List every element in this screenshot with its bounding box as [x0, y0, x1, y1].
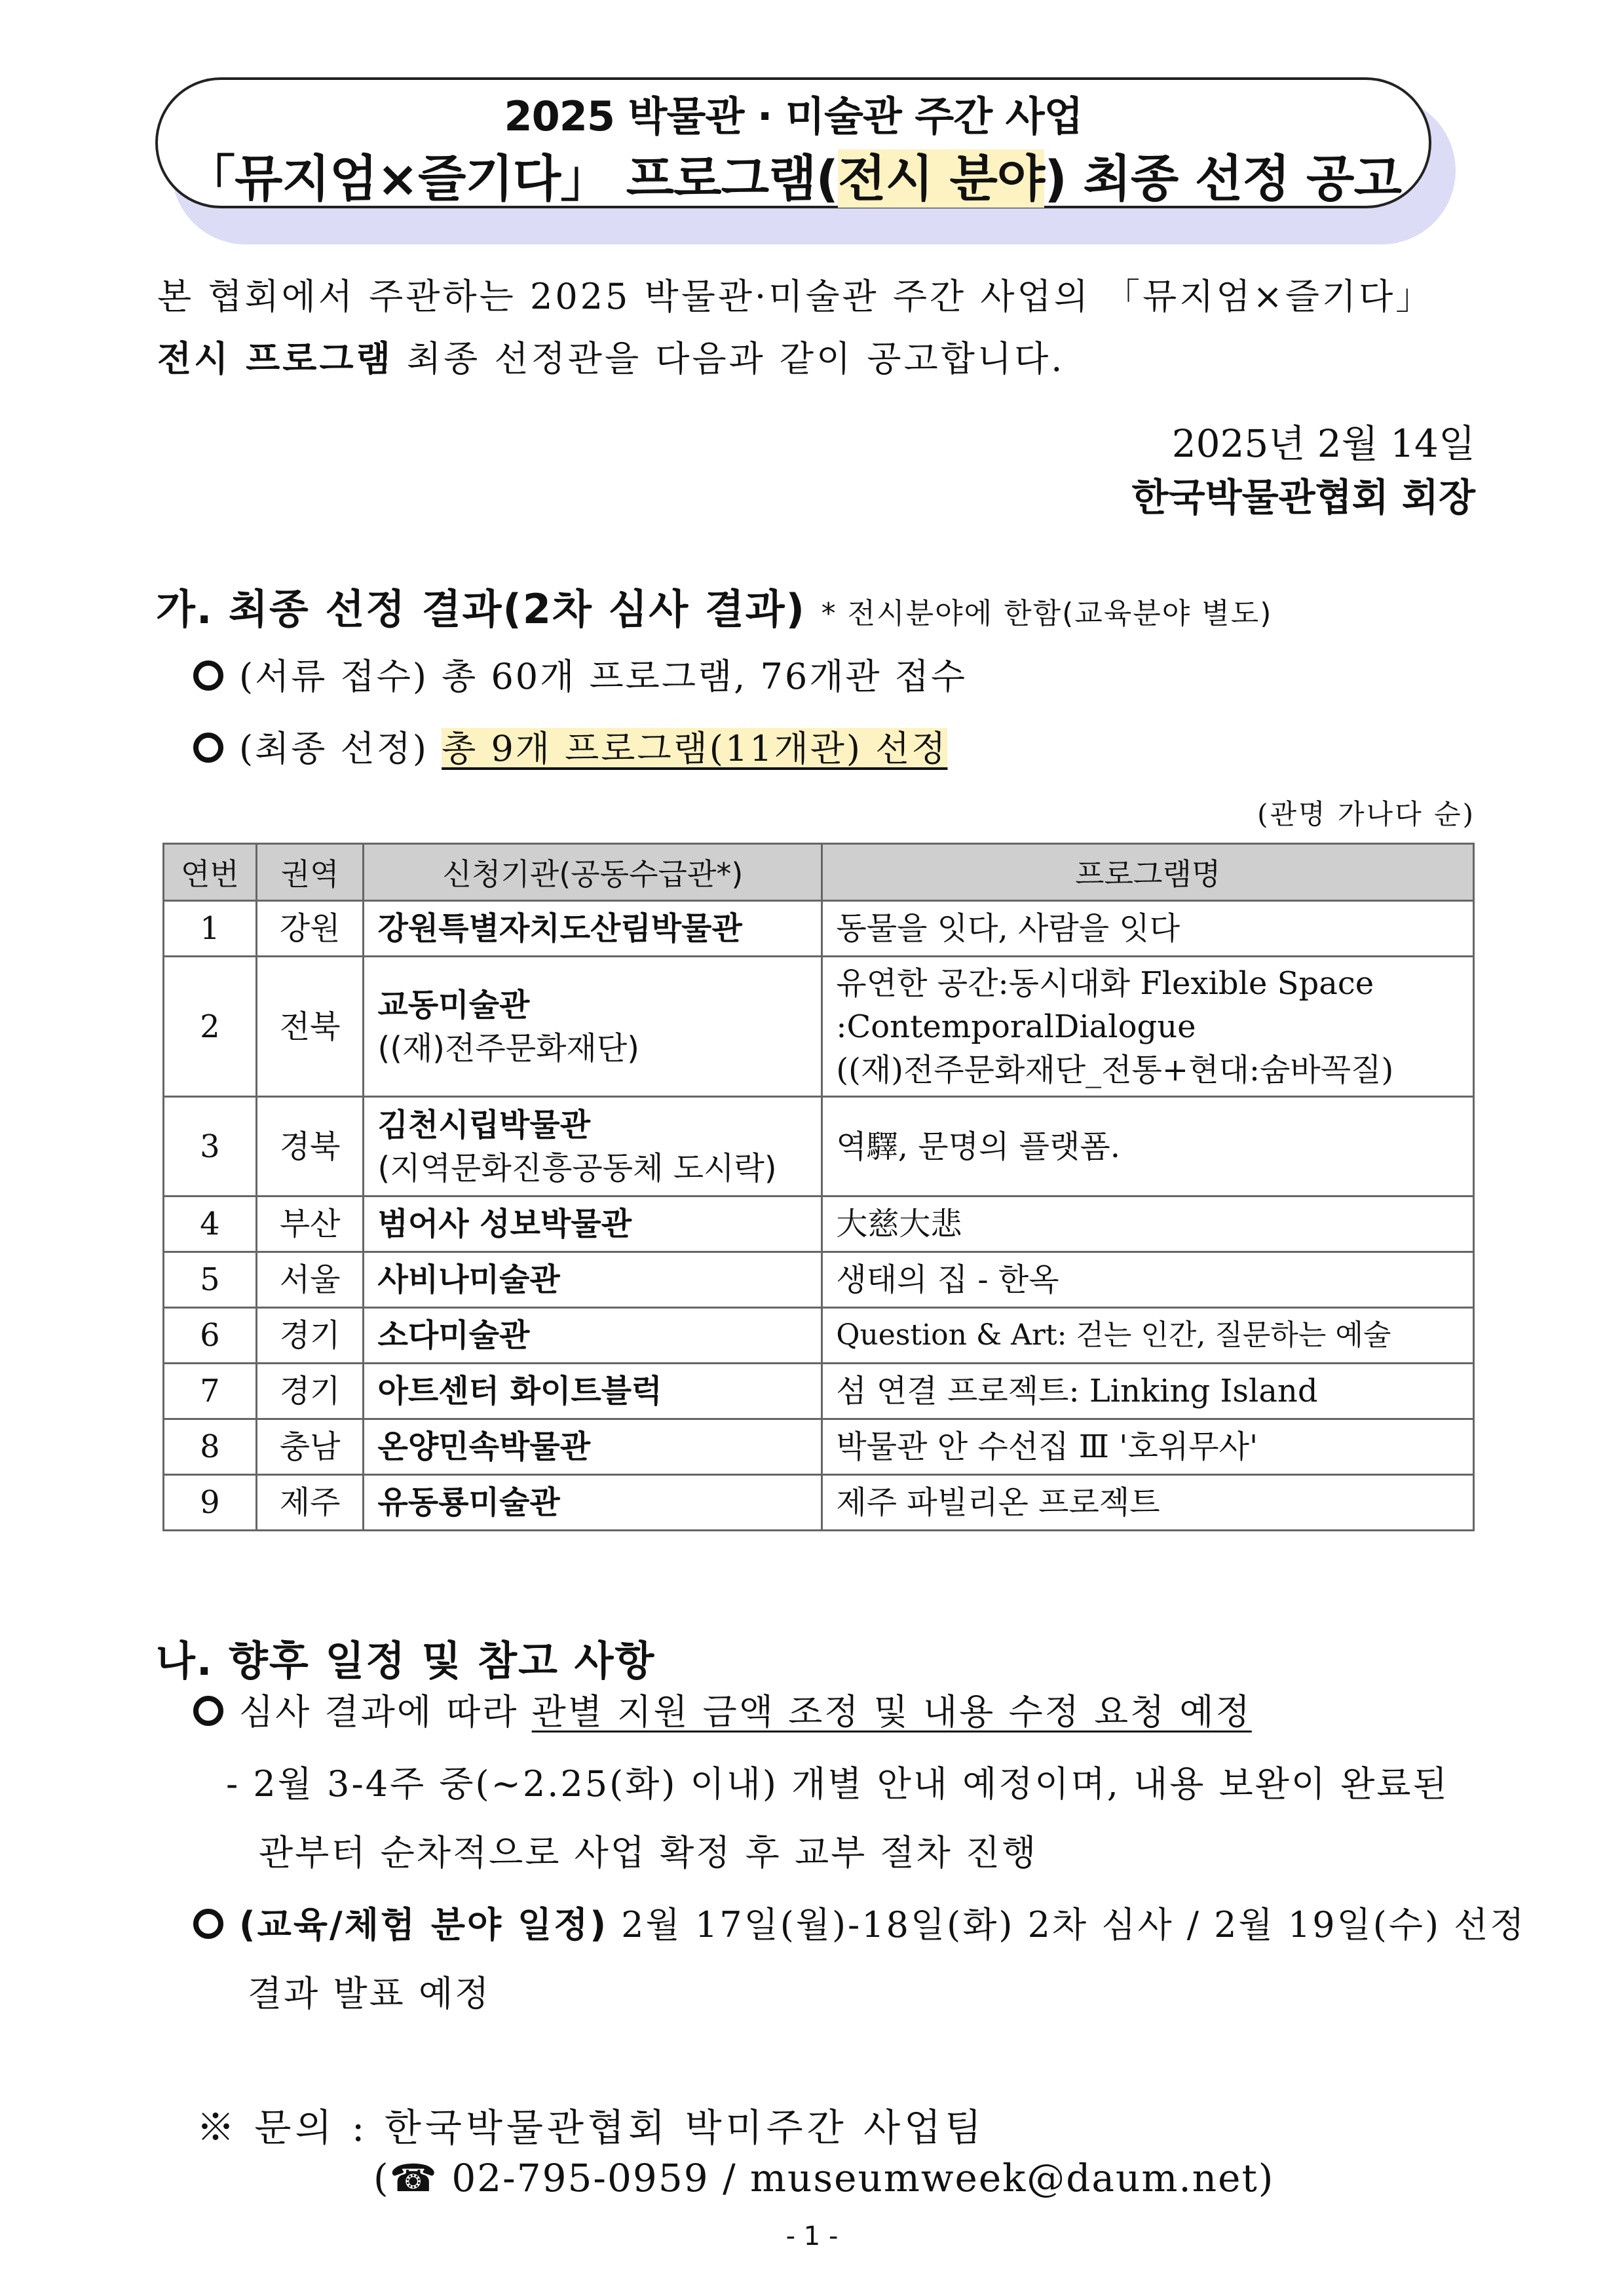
selection-highlight: 총 9개 프로그램(11개관) 선정 — [442, 728, 948, 769]
circle-bullet-icon — [193, 1696, 223, 1726]
circle-bullet-icon — [193, 733, 223, 763]
bullet-review-result: 심사 결과에 따라 관별 지원 금액 조정 및 내용 수정 요청 예정 — [193, 1684, 1252, 1734]
title-line-2: 「뮤지엄×즐기다」 프로그램(전시 분야) 최종 선정 공고 — [185, 149, 1401, 208]
section-a-heading: 가. 최종 선정 결과(2차 심사 결과) * 전시분야에 한함(교육분야 별도) — [156, 585, 1273, 633]
contact-line-2: (☎ 02-795-0959 / museumweek@daum.net) — [373, 2156, 1275, 2200]
table-row: 8 충남 온양민속박물관 박물관 안 수선집 Ⅲ '호위무사' — [164, 1419, 1474, 1475]
page-number: - 1 - — [785, 2221, 839, 2251]
bullet-document-receipt: (서류 접수) 총 60개 프로그램, 76개관 접수 — [193, 649, 967, 699]
selection-table — [162, 843, 1475, 1531]
bullet-final-selection: (최종 선정) 총 9개 프로그램(11개관) 선정 — [193, 721, 947, 771]
table-row: 5 서울 사비나미술관 생태의 집 - 한옥 — [164, 1252, 1474, 1308]
sort-note: (관명 가나다 순) — [1257, 798, 1475, 830]
title-highlight: 전시 분야 — [838, 149, 1045, 208]
title-line-1: 2025 박물관 · 미술관 주간 사업 — [504, 92, 1083, 140]
table-row: 4 부산 범어사 성보박물관 大慈大悲 — [164, 1196, 1474, 1252]
bullet-education-schedule-cont: 결과 발표 예정 — [248, 1973, 491, 2014]
phone-icon: ☎ — [389, 2156, 438, 2200]
bullet-education-schedule: (교육/체험 분야 일정) 2월 17일(월)-18일(화) 2차 심사 / 2월 19일(수) 선정 — [193, 1897, 1526, 1947]
header-institution: 신청기관(공동수급관*) — [364, 844, 822, 901]
intro-line-2: 전시 프로그램 최종 선정관을 다음과 같이 공고합니다. — [157, 338, 1065, 379]
header-number: 연번 — [164, 844, 257, 901]
table-row: 2 전북 교동미술관 ((재)전주문화재단) 유연한 공간:동시대화 Flexible Space :ContemporalDialogue ((재)전주문화재단_전통+현대:숨바꼭질) — [164, 957, 1474, 1097]
dash-line-2: 관부터 순차적으로 사업 확정 후 교부 절차 진행 — [259, 1832, 1038, 1873]
header-region: 권역 — [256, 844, 364, 901]
table-header-row — [164, 844, 1474, 901]
circle-bullet-icon — [193, 660, 223, 691]
contact-details: 02-795-0959 / museumweek@daum.net — [451, 2156, 1258, 2200]
adjustment-underline: 관별 지원 금액 조정 및 내용 수정 요청 예정 — [531, 1691, 1252, 1732]
table-row: 3 경북 김천시립박물관 (지역문화진흥공동체 도시락) 역驛, 문명의 플랫폼. — [164, 1097, 1474, 1196]
section-a-note: * 전시분야에 한함(교육분야 별도) — [821, 597, 1273, 630]
circle-bullet-icon — [193, 1909, 223, 1939]
contact-line-1: ※ 문의 : 한국박물관협회 박미주간 사업팀 — [197, 2105, 986, 2150]
dash-line-1: - 2월 3-4주 중(~2.25(화) 이내) 개별 안내 예정이며, 내용 보완이 완료된 — [226, 1763, 1449, 1805]
table-row: 1 강원 강원특별자치도산림박물관 동물을 잇다, 사람을 잇다 — [164, 901, 1474, 957]
announcement-date: 2025년 2월 14일 — [1171, 421, 1475, 466]
table-row: 6 경기 소다미술관 Question & Art: 걷는 인간, 질문하는 예술 — [164, 1308, 1474, 1364]
table-row: 9 제주 유동룡미술관 제주 파빌리온 프로젝트 — [164, 1475, 1474, 1531]
header-program: 프로그램명 — [822, 844, 1474, 901]
section-b-heading: 나. 향후 일정 및 참고 사항 — [156, 1637, 656, 1685]
intro-line-1: 본 협회에서 주관하는 2025 박물관·미술관 주간 사업의 「뮤지엄×즐기다」 — [157, 276, 1434, 317]
table-row: 7 경기 아트센터 화이트블럭 섬 연결 프로젝트: Linking Island — [164, 1364, 1474, 1419]
signer: 한국박물관협회 회장 — [1131, 475, 1475, 520]
